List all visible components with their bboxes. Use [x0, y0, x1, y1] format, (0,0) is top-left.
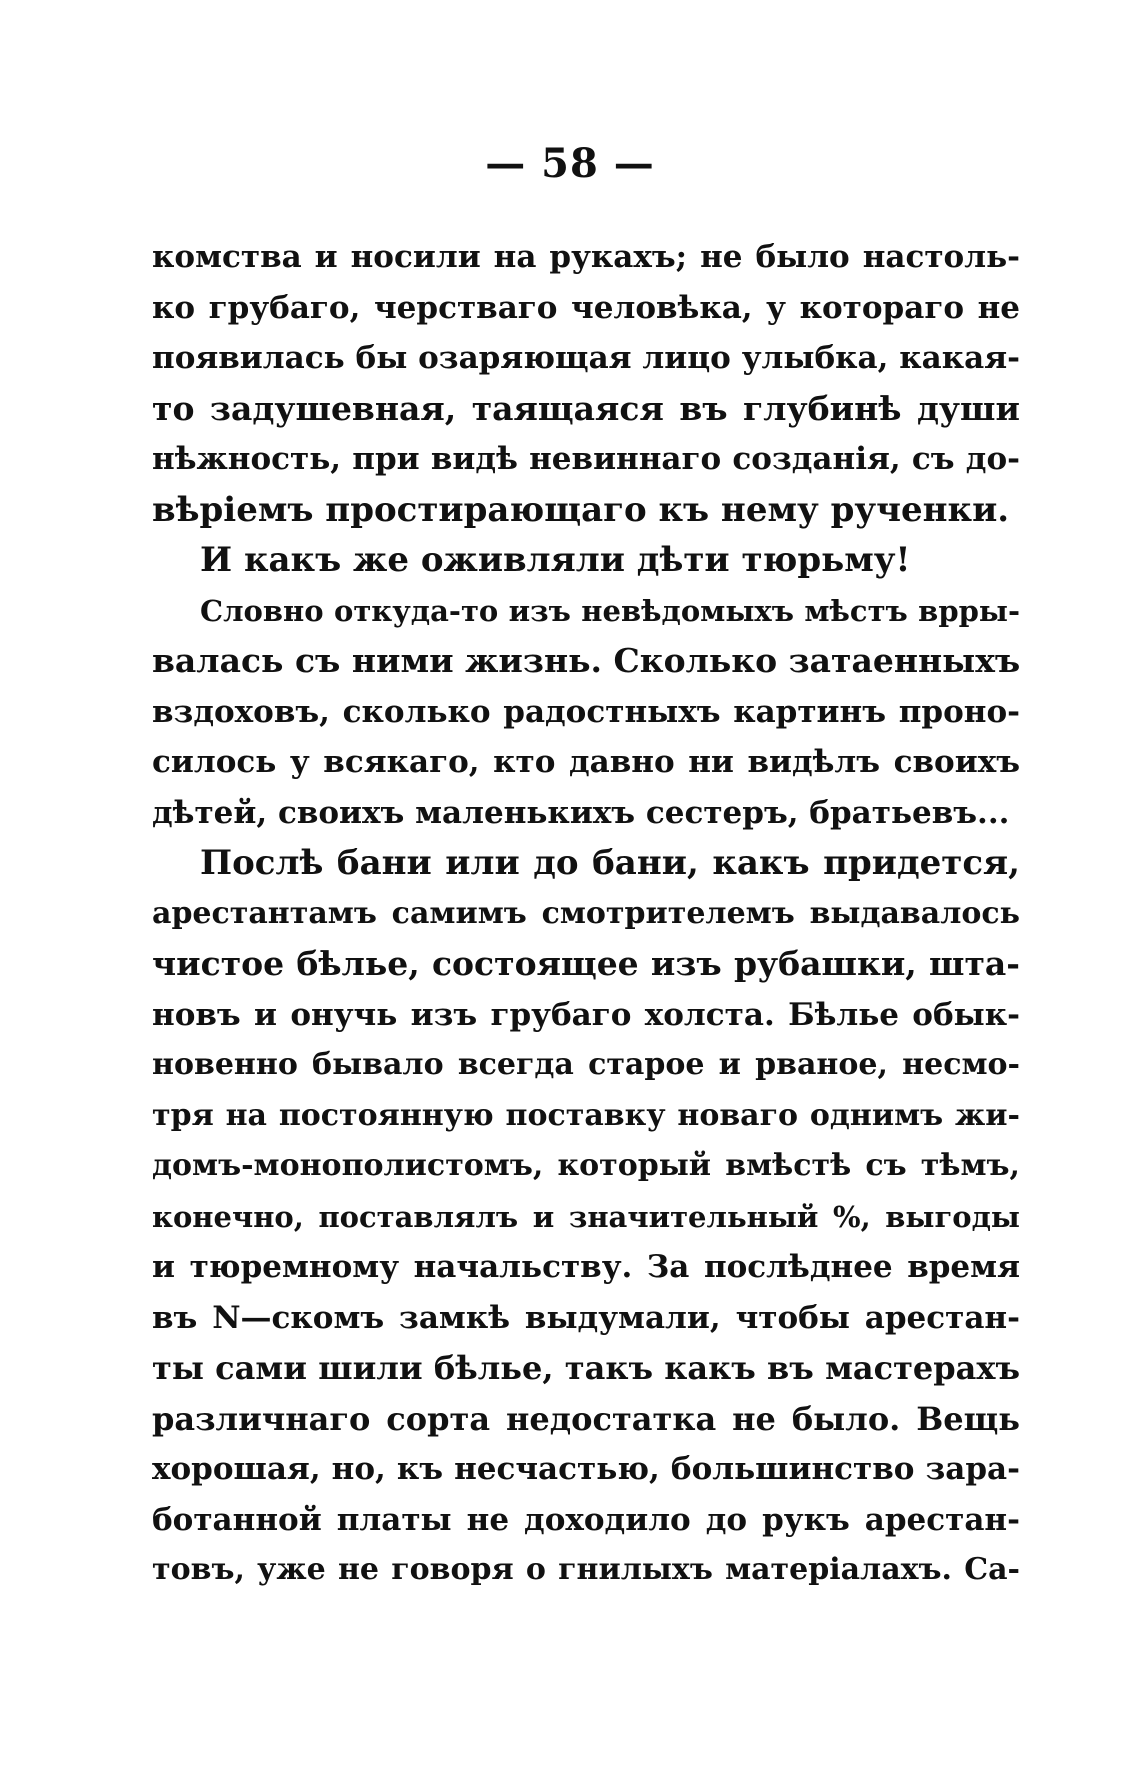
text-line: ботанной платы не доходило до рукъ арестан- [152, 1501, 1020, 1538]
text-line: дѣтей, своихъ маленькихъ сестеръ, братьевъ... [152, 794, 1010, 831]
text-line: ты сами шили бѣлье, такъ какъ въ мастерахъ [152, 1349, 1020, 1387]
text-line: нѣжность, при видѣ невиннаго созданія, съ до- [152, 441, 1020, 477]
text-line: силось у всякаго, кто давно ни видѣлъ своихъ [152, 744, 1020, 780]
text-line: товъ, уже не говоря о гнилыхъ матеріалахъ. Са- [152, 1552, 1020, 1587]
text-line: то задушевная, таящаяся въ глубинѣ души [152, 388, 1020, 428]
text-line: конечно, поставлялъ и значительный %, выгоды [152, 1199, 1020, 1234]
text-line: комства и носили на рукахъ; не было настоль- [152, 239, 1020, 275]
text-line: домъ-монополистомъ, который вмѣстѣ съ тѣмъ, [152, 1148, 1020, 1183]
text-line: и тюремному начальству. За послѣднее время [152, 1249, 1020, 1285]
text-line: новъ и онучь изъ грубаго холста. Бѣлье обык- [152, 996, 1020, 1033]
text-line: Послѣ бани или до бани, какъ придется, [200, 843, 1020, 883]
text-line: въ N—скомъ замкѣ выдумали, чтобы арестан- [152, 1299, 1020, 1336]
body-text [152, 232, 1020, 1596]
text-line: чистое бѣлье, состоящее изъ рубашки, шта- [152, 944, 1020, 983]
text-line: тря на постоянную поставку новаго однимъ жи- [152, 1097, 1020, 1133]
text-line: валась съ ними жизнь. Сколько затаенныхъ [152, 641, 1020, 680]
page-number: — 58 — [485, 140, 655, 187]
text-line: различнаго сорта недостатка не было. Вещь [152, 1399, 1020, 1438]
text-line: ко грубаго, черстваго человѣка, у котораго не [152, 289, 1020, 326]
text-line: И какъ же оживляли дѣти тюрьму! [200, 540, 911, 580]
text-line: Словно откуда-то изъ невѣдомыхъ мѣстъ врры- [200, 593, 1020, 628]
text-line: вѣріемъ простирающаго къ нему рученки. [152, 489, 1010, 530]
text-line: вздоховъ, сколько радостныхъ картинъ проно- [152, 693, 1020, 730]
text-line: новенно бывало всегда старое и рваное, несмо- [152, 1047, 1020, 1082]
text-line: арестантамъ самимъ смотрителемъ выдавалось [152, 895, 1020, 931]
text-line: появилась бы озаряющая лицо улыбка, какая- [152, 340, 1020, 376]
text-line: хорошая, но, къ несчастью, большинство зара- [152, 1451, 1020, 1487]
